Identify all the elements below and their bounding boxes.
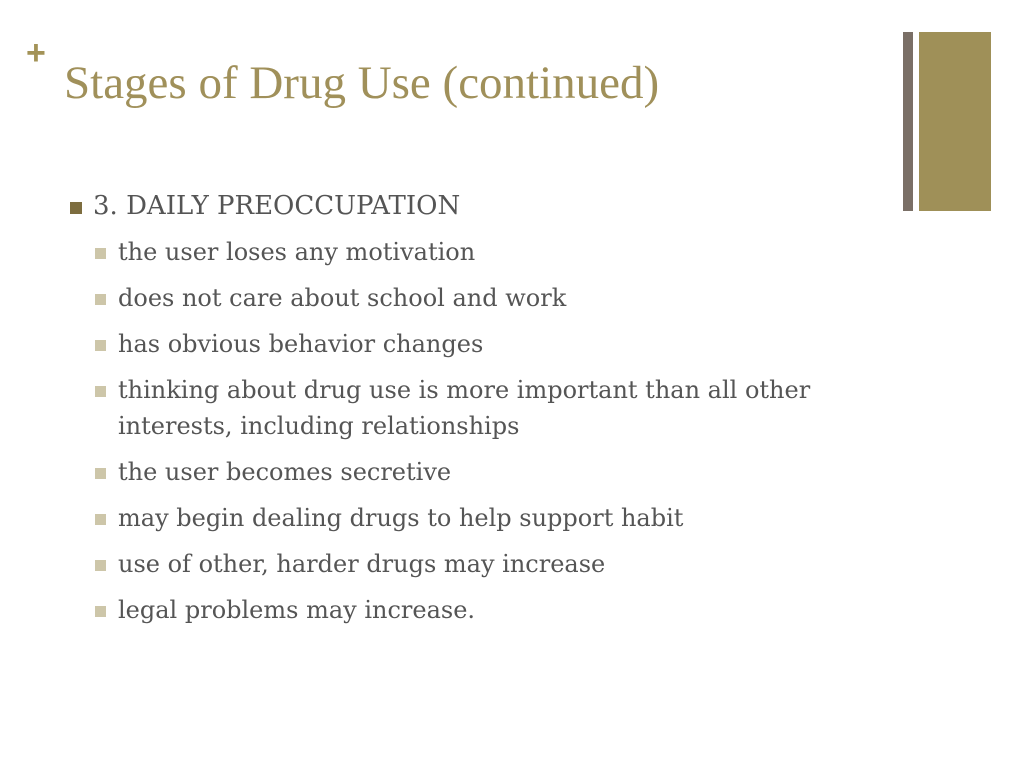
square-bullet-icon: [95, 560, 106, 571]
sub-bullet-text: may begin dealing drugs to help support habit: [118, 504, 684, 532]
square-bullet-icon: [95, 386, 106, 397]
sub-bullet-text: legal problems may increase.: [118, 596, 476, 624]
sub-bullet-text: the user loses any motivation: [118, 238, 476, 266]
square-bullet-icon: [95, 606, 106, 617]
square-bullet-icon: [95, 294, 106, 305]
sub-bullet-text: has obvious behavior changes: [118, 330, 484, 358]
sub-bullet-list: [70, 234, 850, 628]
accent-bar-wide: [919, 32, 991, 211]
sub-bullet-item: [70, 372, 853, 444]
square-bullet-icon: [95, 468, 106, 479]
square-bullet-icon: [95, 248, 106, 259]
sub-bullet-text: does not care about school and work: [118, 284, 567, 312]
square-bullet-icon: [70, 202, 82, 214]
sub-bullet-item: [70, 592, 853, 628]
plus-icon: +: [26, 34, 46, 72]
sub-bullet-item: [70, 500, 853, 536]
slide-content: [70, 188, 850, 628]
sub-bullet-text: use of other, harder drugs may increase: [118, 550, 606, 578]
main-bullet: [70, 188, 850, 224]
square-bullet-icon: [95, 340, 106, 351]
sub-bullet-item: [70, 546, 853, 582]
sub-bullet-item: [70, 326, 853, 362]
main-bullet-text: 3. DAILY PREOCCUPATION: [93, 191, 461, 221]
sub-bullet-text: thinking about drug use is more important than all other interests, including relationships: [118, 376, 811, 440]
sub-bullet-item: [70, 234, 853, 270]
sub-bullet-text: the user becomes secretive: [118, 458, 452, 486]
square-bullet-icon: [95, 514, 106, 525]
sub-bullet-item: [70, 454, 853, 490]
slide-title: Stages of Drug Use (continued): [64, 57, 660, 109]
sub-bullet-item: [70, 280, 853, 316]
accent-bar-thin: [903, 32, 913, 211]
